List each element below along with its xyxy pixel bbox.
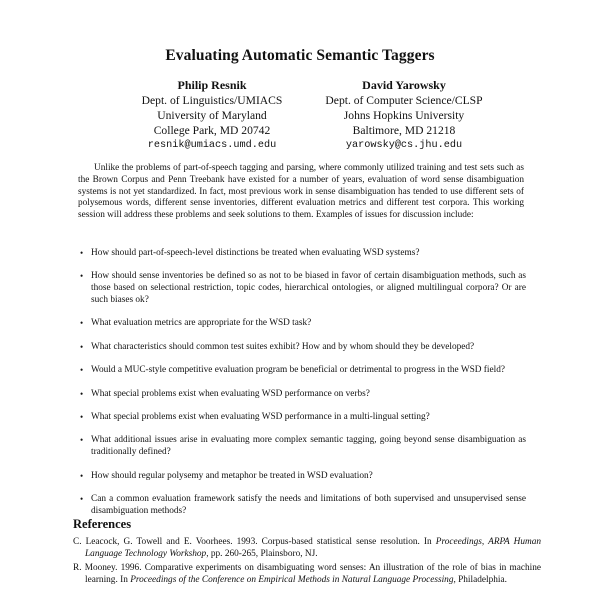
discussion-questions-list — [78, 248, 526, 529]
reference-venue: Proceedings, ARPA Human Language Technology Workshop — [85, 537, 542, 559]
question-text: How should regular polysemy and metaphor be treated in WSD evaluation? — [91, 470, 373, 481]
author-department: Dept. of Computer Science/CLSP — [325, 94, 483, 107]
bullet-icon: • — [80, 493, 84, 504]
list-item — [78, 471, 526, 483]
author-email: resnik@umiacs.umd.edu — [147, 140, 277, 151]
reference-details: , pp. 260-265, Plainsboro, NJ. — [206, 548, 318, 559]
bullet-icon: • — [80, 365, 84, 376]
paper-title: Evaluating Automatic Semantic Taggers — [165, 47, 435, 64]
author-department: Dept. of Linguistics/UMIACS — [141, 94, 283, 107]
author-city: College Park, MD 20742 — [153, 124, 271, 137]
list-item — [78, 271, 526, 306]
references-heading: References — [73, 517, 132, 531]
bullet-icon: • — [80, 470, 84, 481]
author-institution: Johns Hopkins University — [343, 109, 465, 122]
reference-entry — [73, 563, 541, 587]
abstract-paragraph: Unlike the problems of part-of-speech tagging and parsing, where commonly utilized training and test sets such as the Brown Corpus and Penn Treebank have existed for a number of years, evaluation of word sense disambiguation systems is not yet standardized. In fact, most previous work in sense disambiguation has tended to use different sets of polysemous words, different sense inventories, different evaluation metrics and different test corpora. This working session will address these problems and seek solutions to them. Examples of issues for discussion include: — [78, 163, 524, 221]
list-item — [78, 494, 526, 518]
bullet-icon: • — [80, 411, 84, 422]
bullet-icon: • — [80, 341, 84, 352]
question-text: How should sense inventories be defined so as not to be biased in favor of certain disambiguation methods, such as those based on selectional restriction, topic codes, hierarchical ontologies, or aligned multilingual corpora? Or are such biases ok? — [91, 271, 526, 305]
list-item — [78, 318, 526, 330]
list-item — [78, 365, 526, 377]
author-institution: University of Maryland — [157, 109, 267, 122]
reference-details: , Philadelphia. — [453, 574, 507, 585]
reference-authors-title: R. Mooney. 1996. Comparative experiments on disambiguating word senses: An illustration of the role of bias in machine learning. In — [73, 563, 541, 585]
list-item — [78, 435, 526, 459]
bullet-icon: • — [80, 248, 84, 258]
question-text: How should part-of-speech-level distinctions be treated when evaluating WSD systems? — [91, 248, 420, 258]
reference-venue: Proceedings of the Conference on Empirical Methods in Natural Language Processing — [130, 574, 454, 585]
author-name: Philip Resnik — [177, 78, 247, 92]
list-item — [78, 342, 526, 354]
author-name: David Yarowsky — [362, 78, 446, 92]
author-email: yarowsky@cs.jhu.edu — [345, 140, 463, 151]
list-item — [78, 389, 526, 401]
question-text: Would a MUC-style competitive evaluation program be beneficial or detrimental to progress in the WSD field? — [91, 365, 505, 376]
bullet-icon: • — [80, 318, 84, 329]
question-text: What evaluation metrics are appropriate for the WSD task? — [91, 318, 312, 329]
question-text: Can a common evaluation framework satisfy the needs and limitations of both supervised and unsupervised sense disambiguation methods? — [91, 493, 526, 516]
bullet-icon: • — [80, 271, 84, 282]
list-item — [78, 412, 526, 424]
reference-authors-title: C. Leacock, G. Towell and E. Voorhees. 1993. Corpus-based statistical sense resolution. In — [73, 537, 436, 547]
list-item — [78, 248, 526, 260]
question-text: What special problems exist when evaluating WSD performance on verbs? — [91, 388, 370, 399]
reference-entry — [73, 537, 541, 561]
question-text: What characteristics should common test suites exhibit? How and by whom should they be developed? — [91, 341, 475, 352]
question-text: What additional issues arise in evaluating more complex semantic tagging, going beyond sense disambiguation as traditionally defined? — [91, 435, 526, 458]
author-city: Baltimore, MD 21218 — [352, 124, 456, 137]
bullet-icon: • — [80, 388, 84, 399]
question-text: What special problems exist when evaluating WSD performance in a multi-lingual setting? — [91, 411, 430, 422]
bullet-icon: • — [80, 435, 84, 446]
author-block-yarowsky — [284, 78, 524, 153]
